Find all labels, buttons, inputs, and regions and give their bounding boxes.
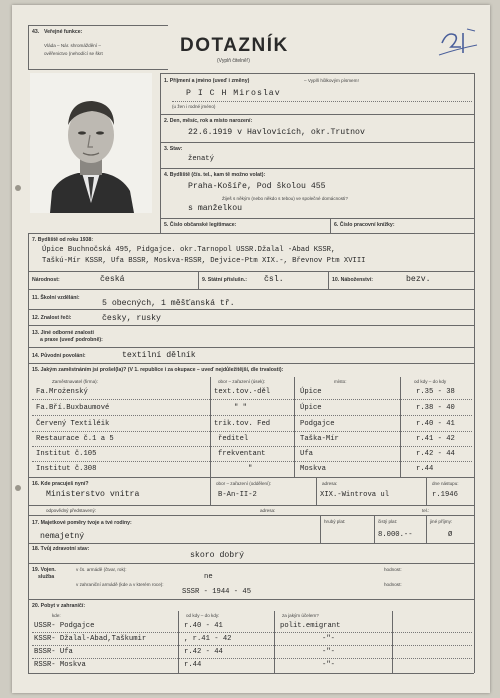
sec11-label: 11. Školní vzdělání: bbox=[32, 295, 80, 301]
sec2-label: 2. Den, měsíc, rok a místo narození: bbox=[164, 118, 253, 124]
misto-cell: Moskva bbox=[300, 465, 326, 473]
nationality-value: česká bbox=[100, 275, 125, 284]
sec7-line1: Úpice Buchnočská 495, Pidgajce. okr.Tarnopol USSR.Džalal -Abad KSSR, bbox=[42, 246, 336, 254]
sec4-question: Žiješ s někým (nebo někdo s tebou) ve společné domácnosti? bbox=[222, 196, 348, 201]
firm-cell: Fa.Mrożenský bbox=[36, 388, 88, 396]
od-cell: r.42 - 44 bbox=[416, 450, 455, 458]
sec19-zahr-label: v zahraniční armádě (kde a v kterém roce): bbox=[76, 582, 164, 587]
sec16-adresa2: adresa: bbox=[260, 508, 276, 513]
sec1-note: (u žen i rodné jméno) bbox=[172, 104, 216, 109]
misto-cell: Úpice bbox=[300, 404, 322, 412]
ucel-cell: -"- bbox=[322, 648, 335, 656]
questionnaire-page bbox=[12, 5, 490, 693]
misto-cell: Úpice bbox=[300, 388, 322, 396]
sec19-rank2: hodnost: bbox=[384, 582, 402, 587]
sec3-value: ženatý bbox=[188, 155, 214, 163]
sec11-value: 5 obecných, 1 měšťanská tř. bbox=[102, 299, 235, 308]
sec18-label: 18. Tvůj zdravotní stav: bbox=[32, 546, 90, 552]
obor-cell: frekventant bbox=[218, 450, 266, 458]
obor-cell: trik.tov. Fed bbox=[214, 420, 271, 428]
firm-cell: Červený Textiléik bbox=[36, 420, 110, 428]
sec16-obor: B-An-II-2 bbox=[218, 491, 257, 499]
sec19-cs-value: ne bbox=[204, 573, 213, 581]
od-cell: r.38 - 40 bbox=[416, 404, 455, 412]
sec1-value: P I C H Miroslav bbox=[186, 89, 281, 98]
sidebox-num: 43. bbox=[32, 29, 40, 35]
sec3-label: 3. Stav: bbox=[164, 146, 183, 152]
sec19-label: 19. Vojen. bbox=[32, 567, 56, 573]
sec4-value: Praha-Košíře, Pod školou 455 bbox=[188, 182, 326, 191]
netto-value: 8.000.-- bbox=[378, 531, 413, 539]
sec20-header-od: od kdy – do kdy: bbox=[186, 613, 220, 618]
obor-cell: text.tov.-děl bbox=[214, 388, 271, 396]
kde-cell: RSSR- Moskva bbox=[34, 661, 86, 669]
firm-cell: Fa.Bří.Buxbaumové bbox=[36, 404, 110, 412]
sec15-header-firm: Zaměstnavatel (firma): bbox=[52, 379, 98, 384]
sec19-zahr-value: SSSR - 1944 - 45 bbox=[182, 588, 252, 596]
sec2-value: 22.6.1919 v Havlovicích, okr.Trutnov bbox=[188, 128, 365, 137]
od-cell: r.40 - 41 bbox=[184, 622, 223, 630]
od-cell: , r.41 - 42 bbox=[184, 635, 232, 643]
sec16-label: 16. Kde pracuješ nyní? bbox=[32, 481, 89, 487]
od-cell: r.44 bbox=[184, 661, 202, 669]
kde-cell: USSR- Podgajce bbox=[34, 622, 95, 630]
firm-cell: Institut č.308 bbox=[36, 465, 97, 473]
sec16-value: Ministerstvo vnitra bbox=[46, 490, 140, 499]
sec13-label2: a praxe (uveď podrobně): bbox=[40, 337, 103, 343]
citizenship-value: čsl. bbox=[264, 275, 284, 284]
firm-cell: Restaurace č.1 a 5 bbox=[36, 435, 114, 443]
misto-cell: Taška-Mír bbox=[300, 435, 339, 443]
sec4-answer: s manželkou bbox=[188, 204, 243, 213]
sec19-rank1: hodnost: bbox=[384, 567, 402, 572]
sec6-label: 6. Číslo pracovní knížky: bbox=[334, 222, 395, 228]
ucel-cell: polit.emigrant bbox=[280, 622, 341, 630]
sec17-value: nemajetný bbox=[40, 532, 85, 541]
form-subtitle: (Vyplň čitelně!) bbox=[217, 58, 250, 64]
other-income-value: Ø bbox=[448, 531, 453, 539]
sec15-header-obor: obor – zařazení (úsek): bbox=[218, 379, 266, 384]
sec16-adresa-label: adresa: bbox=[322, 481, 338, 486]
misto-cell: Ufa bbox=[300, 450, 313, 458]
misto-cell: Podgajce bbox=[300, 420, 335, 428]
citizenship-label: 9. Státní příslušn.: bbox=[202, 277, 247, 283]
kde-cell: BSSR- Ufa bbox=[34, 648, 73, 656]
sec20-header-kde: kde: bbox=[52, 613, 61, 618]
sidebox-label: Veřejné funkce: bbox=[44, 29, 83, 35]
sec13-label: 13. Jiné odborné znalosti bbox=[32, 330, 94, 336]
sec5-label: 5. Číslo občanské legitimace: bbox=[164, 222, 237, 228]
netto-label: čistý plat: bbox=[378, 519, 398, 524]
form-title: DOTAZNÍK bbox=[180, 35, 289, 56]
sec7-line2: Taškú-Mír KSSR, Ufa BSSR, Moskva-RSSR, Dejvice-Ptm XIX.-, Břevnov Ptm XVIII bbox=[42, 257, 366, 265]
kde-cell: KSSR- Džalal-Abad,Taškumir bbox=[34, 635, 147, 643]
od-cell: r.44 bbox=[416, 465, 434, 473]
sec19-cs-label: v čs. armádě (čtvar, rok): bbox=[76, 567, 127, 572]
punch-hole bbox=[15, 185, 21, 191]
sec7-label: 7. Bydliště od roku 1938: bbox=[32, 237, 94, 243]
sidebox-line2: ověřenictvo (nehodící se škrt bbox=[44, 51, 103, 56]
sidebox-line1: Vláda – Nár. shromáždění – bbox=[44, 43, 101, 48]
sec12-label: 12. Znalost řečí: bbox=[32, 315, 72, 321]
od-cell: r.41 - 42 bbox=[416, 435, 455, 443]
ucel-cell: -"- bbox=[322, 661, 335, 669]
sec18-value: skoro dobrý bbox=[190, 551, 245, 560]
sec19-label2: služba bbox=[38, 574, 55, 580]
sec15-label: 15. Jakým zaměstnáním jsi prošel(la)? (V 1. republice i za okupace – uveď nejdůležitější, dle trvalosti): bbox=[32, 367, 284, 373]
religion-value: bezv. bbox=[406, 275, 431, 284]
sec1-hint: – Vyplň hůlkovým písmem! bbox=[304, 78, 359, 83]
sec15-header-misto: místo: bbox=[334, 379, 347, 384]
sec1-label: 1. Příjmení a jméno (uveď i změny) bbox=[164, 78, 250, 84]
od-cell: r.35 - 38 bbox=[416, 388, 455, 396]
sec20-label: 20. Pobyt v zahraničí: bbox=[32, 603, 86, 609]
sec12-value: česky, rusky bbox=[102, 314, 161, 323]
obor-cell: " bbox=[248, 465, 253, 473]
punch-hole bbox=[15, 485, 21, 491]
nationality-label: Národnost: bbox=[32, 277, 60, 283]
sec14-label: 14. Původní povolání: bbox=[32, 353, 86, 359]
firm-cell: Institut č.105 bbox=[36, 450, 97, 458]
od-cell: r.40 - 41 bbox=[416, 420, 455, 428]
sec16-od-label: dne nástupu: bbox=[432, 481, 459, 486]
sec16-adresa: XIX.-Wintrova ul bbox=[320, 491, 390, 499]
sec15-header-od: od kdy – do kdy bbox=[414, 379, 447, 384]
sec16-od: r.1946 bbox=[432, 491, 458, 499]
sec20-header-ucel: za jakým účelem? bbox=[282, 613, 319, 618]
sec17-label: 17. Majetkové poměry tvoje a tvé rodiny: bbox=[32, 520, 132, 526]
sec16-tel: tel.: bbox=[422, 508, 430, 513]
sec14-value: textilní dělník bbox=[122, 351, 196, 360]
od-cell: r.42 - 44 bbox=[184, 648, 223, 656]
brutto-label: hrubý plat: bbox=[324, 519, 346, 524]
handwritten-signature bbox=[437, 21, 482, 61]
obor-cell: ředitel bbox=[218, 435, 249, 443]
ucel-cell: -"- bbox=[322, 635, 335, 643]
sec16-obor-label: obor – zařazení (oddělení): bbox=[216, 481, 272, 486]
portrait-photo bbox=[30, 73, 152, 213]
sec4-label: 4. Bydliště (čís. tel., kam tě možno volat): bbox=[164, 172, 266, 178]
sec16-predstaveny: odpovědný představený: bbox=[46, 508, 97, 513]
obor-cell: " " bbox=[234, 404, 247, 412]
religion-label: 10. Náboženství: bbox=[332, 277, 373, 283]
other-income-label: jiné příjmy: bbox=[430, 519, 453, 524]
